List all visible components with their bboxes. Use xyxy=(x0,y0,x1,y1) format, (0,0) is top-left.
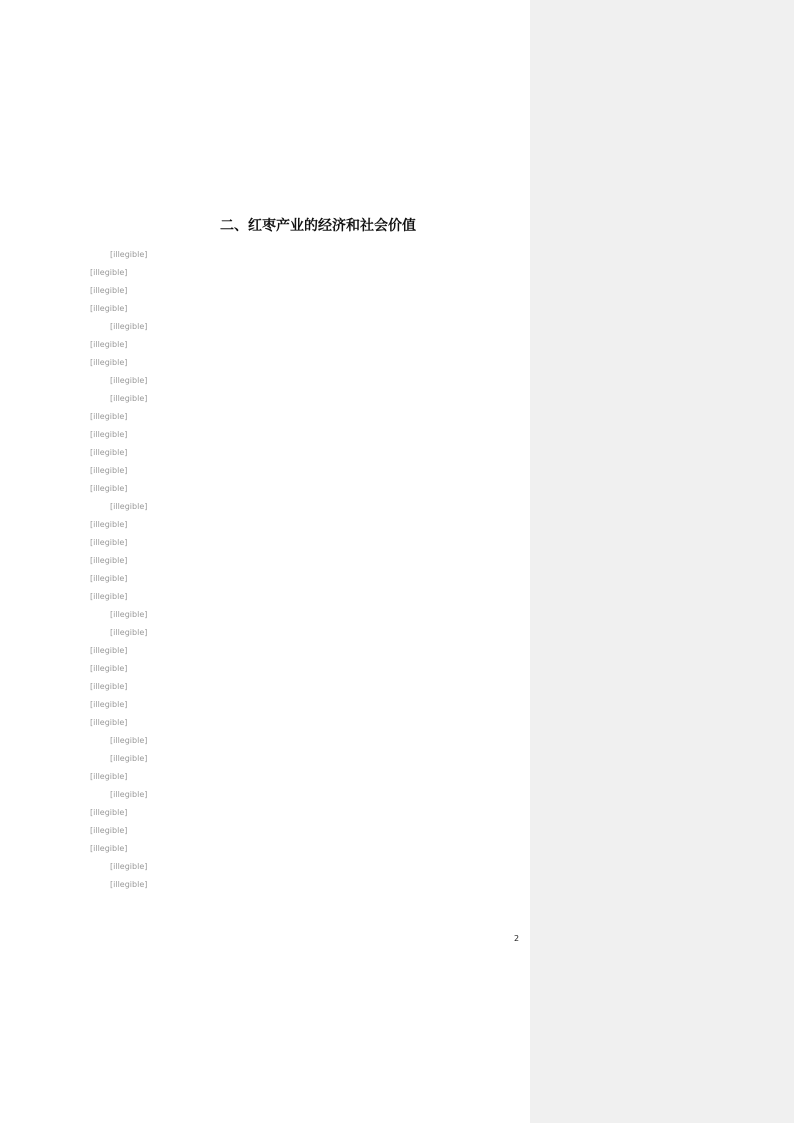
body-line: [illegible] xyxy=(110,754,148,763)
body-line: [illegible] xyxy=(110,250,148,259)
body-line: [illegible] xyxy=(90,646,128,655)
body-line: [illegible] xyxy=(90,592,128,601)
body-line: [illegible] xyxy=(90,808,128,817)
body-line: [illegible] xyxy=(90,286,128,295)
body-line: [illegible] xyxy=(110,322,148,331)
body-line: [illegible] xyxy=(90,574,128,583)
body-line: [illegible] xyxy=(110,610,148,619)
body-line: [illegible] xyxy=(110,394,148,403)
body-line: [illegible] xyxy=(110,862,148,871)
body-line: [illegible] xyxy=(90,268,128,277)
section-heading: 二、红枣产业的经济和社会价值 xyxy=(220,218,416,234)
body-text xyxy=(90,246,520,906)
body-line: [illegible] xyxy=(90,430,128,439)
body-line: [illegible] xyxy=(110,880,148,889)
body-line: [illegible] xyxy=(90,718,128,727)
body-line: [illegible] xyxy=(90,556,128,565)
body-line: [illegible] xyxy=(90,538,128,547)
body-line: [illegible] xyxy=(110,790,148,799)
body-line: [illegible] xyxy=(110,376,148,385)
comment-pane xyxy=(530,0,794,1123)
body-line: [illegible] xyxy=(90,412,128,421)
body-line: [illegible] xyxy=(90,682,128,691)
body-line: [illegible] xyxy=(90,664,128,673)
body-line: [illegible] xyxy=(90,520,128,529)
body-line: [illegible] xyxy=(110,736,148,745)
body-line: [illegible] xyxy=(90,772,128,781)
body-line: [illegible] xyxy=(110,628,148,637)
body-line: [illegible] xyxy=(90,844,128,853)
body-line: [illegible] xyxy=(90,466,128,475)
body-line: [illegible] xyxy=(90,826,128,835)
body-line: [illegible] xyxy=(90,484,128,493)
body-line: [illegible] xyxy=(90,304,128,313)
page-number: 2 xyxy=(514,934,520,943)
body-line: [illegible] xyxy=(90,700,128,709)
body-line: [illegible] xyxy=(110,502,148,511)
body-line: [illegible] xyxy=(90,448,128,457)
body-line: [illegible] xyxy=(90,340,128,349)
body-line: [illegible] xyxy=(90,358,128,367)
